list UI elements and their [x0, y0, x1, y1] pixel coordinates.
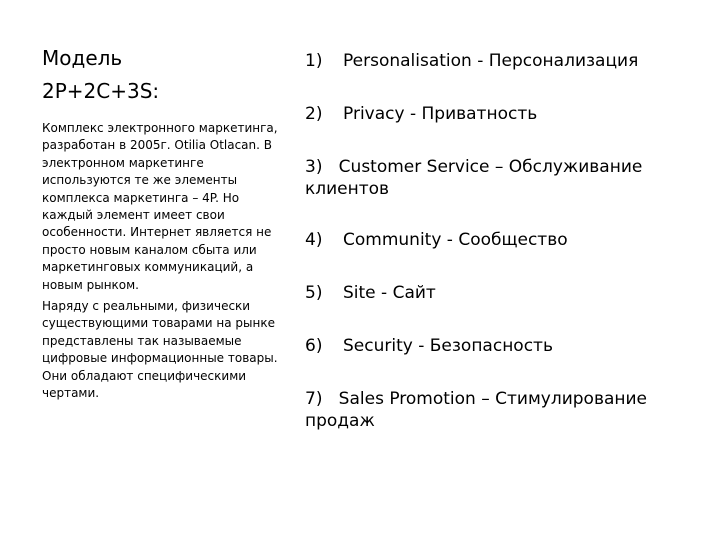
list-item-number: 6) [305, 336, 323, 356]
slide-title [42, 42, 262, 108]
description-paragraph-1: Комплекс электронного маркетинга, разработан в 2005г. Otilia Otlacan. В электронном маркетинге используются те же элементы комплекса маркетинга – 4P. Но каждый элемент имеет свои особенности. Интернет является не просто новым каналом сбыта или маркетинговых коммуникаций, а новым рынком. [42, 121, 278, 292]
list-item-sales-promotion [305, 388, 705, 432]
list-item-site [305, 282, 705, 304]
list-item-text: Privacy - Приватность [343, 104, 538, 124]
title-line-1: Модель [42, 46, 123, 70]
list-item-number: 5) [305, 283, 323, 303]
list-item-text: Customer Service – Обслуживание клиентов [305, 157, 643, 199]
description-block [42, 120, 292, 407]
list-item-text: Personalisation - Персонализация [343, 51, 639, 71]
title-line-2: 2P+2C+3S: [42, 79, 160, 103]
list-item-number: 4) [305, 230, 323, 250]
list-item-number: 2) [305, 104, 323, 124]
list-item-privacy [305, 103, 705, 125]
list-item-security [305, 335, 705, 357]
list-item-personalisation [305, 50, 705, 72]
list-item-text: Community - Сообщество [343, 230, 568, 250]
list-item-customer-service [305, 156, 705, 200]
list-item-text: Site - Сайт [343, 283, 436, 303]
list-item-number: 7) [305, 389, 323, 409]
description-paragraph-2: Наряду с реальными, физически существующими товарами на рынке представлены так называемые цифровые информационные товары. Они обладают специфическими чертами. [42, 299, 278, 401]
list-item-number: 3) [305, 157, 323, 177]
list-item-number: 1) [305, 51, 323, 71]
list-item-community [305, 229, 705, 251]
list-item-text: Security - Безопасность [343, 336, 553, 356]
list-item-text: Sales Promotion – Стимулирование продаж [305, 389, 647, 431]
